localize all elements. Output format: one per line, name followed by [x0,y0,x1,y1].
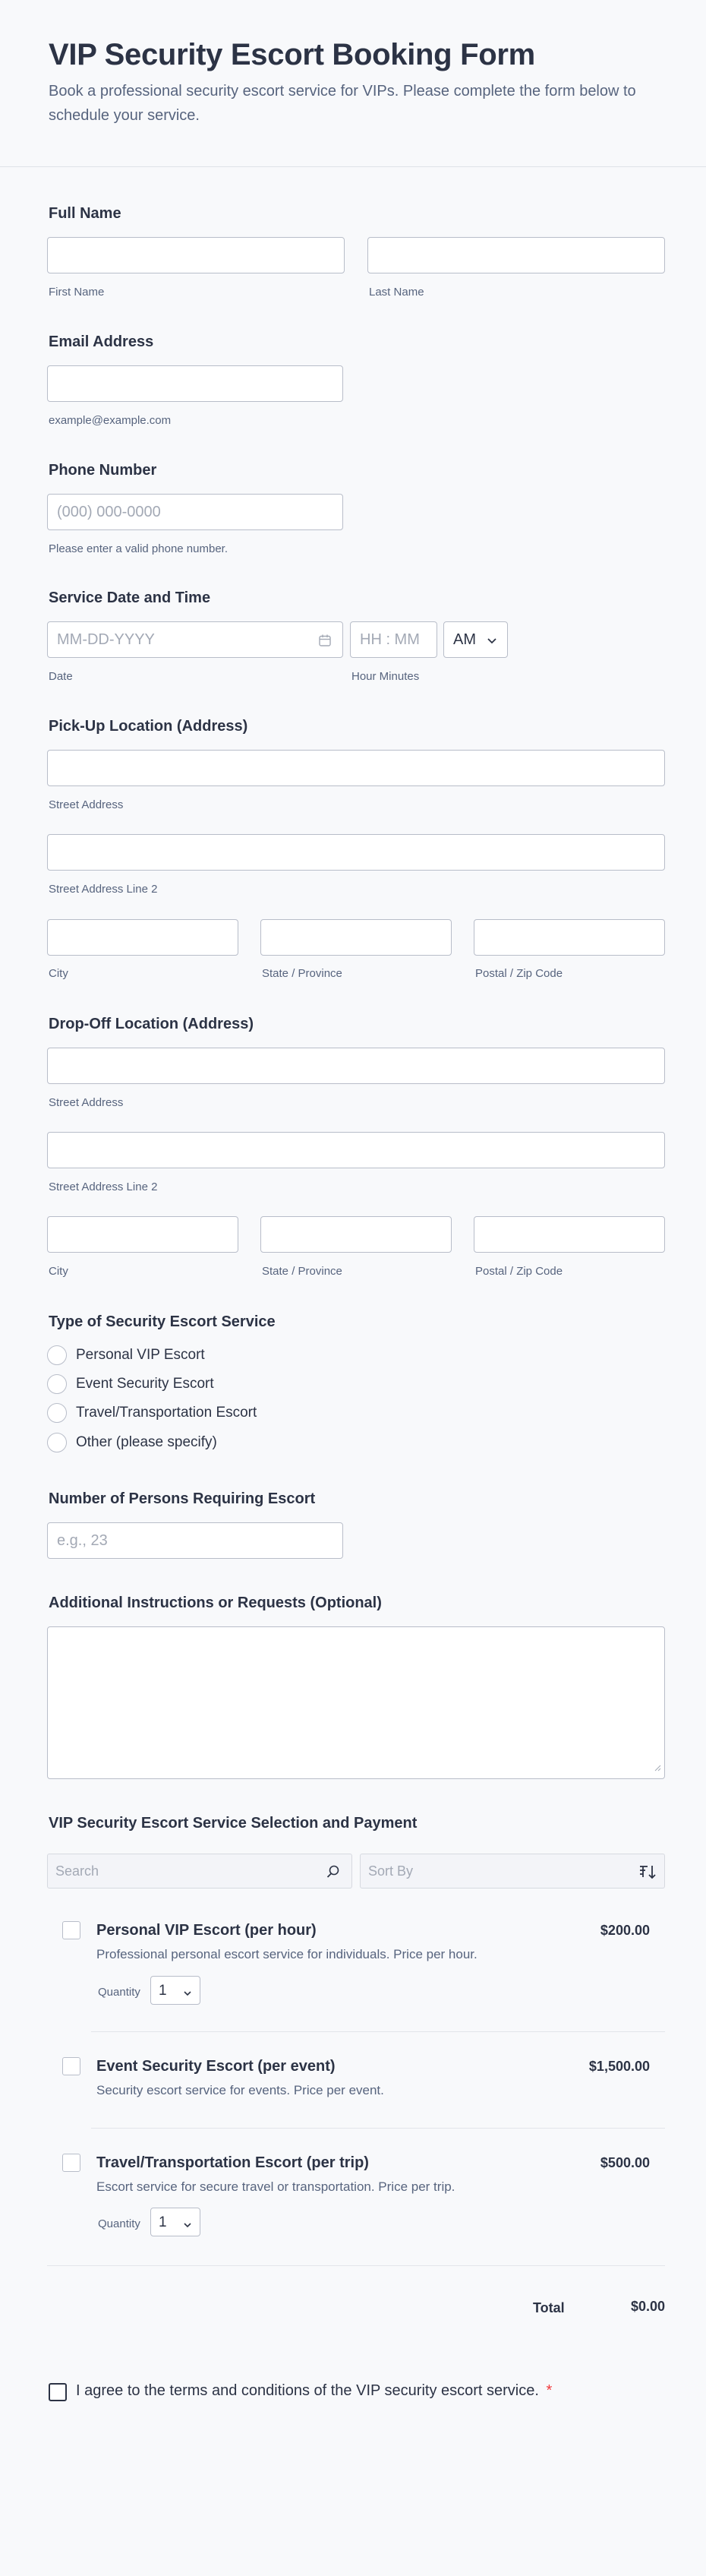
pickup-zip-input[interactable] [474,919,665,956]
dropoff-city-input[interactable] [47,1216,238,1253]
search-icon[interactable] [326,1864,341,1883]
instructions-textarea[interactable] [47,1626,665,1779]
persons-label: Number of Persons Requiring Escort [49,1490,316,1507]
product-name-event-security: Event Security Escort (per event) [96,2058,336,2075]
products-separator [47,2265,665,2266]
dropoff-city-sublabel: City [49,1265,68,1278]
chevron-down-icon [487,635,497,649]
time-placeholder: HH : MM [360,631,420,648]
product-checkbox-personal-vip[interactable] [62,1921,80,1939]
product-desc-event-security: Security escort service for events. Price per event. [96,2083,384,2097]
pickup-street-input[interactable] [47,750,665,786]
search-placeholder: Search [55,1863,99,1879]
date-placeholder: MM-DD-YYYY [57,631,155,648]
form-title: VIP Security Escort Booking Form [49,38,535,71]
radio-label-travel-transportation[interactable]: Travel/Transportation Escort [76,1405,257,1421]
product-desc-personal-vip: Professional personal escort service for individuals. Price per hour. [96,1947,477,1961]
quantity-label: Quantity [98,2217,140,2230]
phone-label: Phone Number [49,462,157,479]
pickup-state-input[interactable] [260,919,452,956]
dropoff-label: Drop-Off Location (Address) [49,1016,254,1032]
quantity-value: 1 [159,2214,167,2230]
product-price-personal-vip: $200.00 [600,1923,650,1938]
product-checkbox-travel[interactable] [62,2154,80,2172]
quantity-select-travel[interactable] [150,2208,200,2236]
product-search-input[interactable] [47,1854,352,1889]
sort-by-select[interactable] [360,1854,665,1889]
ampm-value: AM [453,631,476,648]
date-sublabel: Date [49,670,73,683]
dropoff-street-input[interactable] [47,1048,665,1084]
time-input[interactable] [350,621,437,658]
product-checkbox-event-security[interactable] [62,2057,80,2075]
instructions-label: Additional Instructions or Requests (Optional) [49,1595,382,1611]
product-name-travel: Travel/Transportation Escort (per trip) [96,2154,369,2171]
pickup-state-sublabel: State / Province [262,967,342,980]
last-name-input[interactable] [367,237,665,273]
radio-other[interactable] [47,1433,67,1452]
payment-label: VIP Security Escort Service Selection and Payment [49,1815,418,1832]
sort-placeholder: Sort By [368,1863,414,1879]
service-datetime-label: Service Date and Time [49,589,211,606]
total-value: $0.00 [630,2299,665,2314]
pickup-zip-sublabel: Postal / Zip Code [475,967,563,980]
ampm-select[interactable] [443,621,508,658]
radio-travel-transportation[interactable] [47,1403,67,1423]
product-desc-travel: Escort service for secure travel or transportation. Price per trip. [96,2179,455,2194]
radio-personal-vip[interactable] [47,1345,67,1365]
chevron-down-icon [183,2219,192,2233]
phone-input[interactable] [47,494,343,530]
dropoff-street2-input[interactable] [47,1132,665,1168]
quantity-select-personal-vip[interactable] [150,1976,200,2005]
first-name-input[interactable] [47,237,345,273]
quantity-label: Quantity [98,1986,140,1999]
email-label: Email Address [49,333,154,350]
radio-label-other[interactable]: Other (please specify) [76,1434,217,1450]
header-divider [0,166,706,167]
terms-label[interactable] [76,2382,552,2400]
email-input[interactable] [47,365,343,402]
pickup-street2-input[interactable] [47,834,665,871]
required-mark: * [546,2382,553,2399]
radio-label-event-security[interactable]: Event Security Escort [76,1376,214,1392]
radio-event-security[interactable] [47,1374,67,1394]
pickup-city-sublabel: City [49,967,68,980]
total-label: Total [533,2300,565,2315]
terms-checkbox[interactable] [49,2383,67,2401]
product-separator [91,2128,665,2129]
last-name-sublabel: Last Name [369,286,424,299]
pickup-street2-sublabel: Street Address Line 2 [49,883,158,896]
phone-sublabel: Please enter a valid phone number. [49,542,228,555]
sort-icon[interactable] [638,1863,657,1884]
full-name-label: Full Name [49,205,121,222]
pickup-city-input[interactable] [47,919,238,956]
terms-text: I agree to the terms and conditions of the VIP security escort service. [76,2382,539,2399]
email-sublabel: example@example.com [49,414,172,427]
service-type-label: Type of Security Escort Service [49,1313,276,1330]
dropoff-street-sublabel: Street Address [49,1096,124,1109]
persons-placeholder: e.g., 23 [57,1532,108,1549]
calendar-icon[interactable] [318,634,332,651]
quantity-value: 1 [159,1983,167,1999]
dropoff-state-sublabel: State / Province [262,1265,342,1278]
dropoff-zip-input[interactable] [474,1216,665,1253]
product-name-personal-vip: Personal VIP Escort (per hour) [96,1922,317,1939]
product-price-event-security: $1,500.00 [588,2059,650,2074]
dropoff-zip-sublabel: Postal / Zip Code [475,1265,563,1278]
pickup-street-sublabel: Street Address [49,798,124,811]
first-name-sublabel: First Name [49,286,105,299]
date-input[interactable] [47,621,343,658]
radio-label-personal-vip[interactable]: Personal VIP Escort [76,1347,205,1363]
form-description: Book a professional security escort service for VIPs. Please complete the form below to schedule your service. [49,83,636,124]
product-separator [91,2031,665,2032]
time-sublabel: Hour Minutes [351,670,420,683]
dropoff-street2-sublabel: Street Address Line 2 [49,1181,158,1193]
phone-placeholder: (000) 000-0000 [57,504,161,520]
chevron-down-icon [183,1987,192,2001]
product-price-travel: $500.00 [600,2155,650,2170]
pickup-label: Pick-Up Location (Address) [49,718,248,735]
resize-handle-icon[interactable] [654,1762,661,1775]
dropoff-state-input[interactable] [260,1216,452,1253]
persons-input[interactable] [47,1522,343,1559]
